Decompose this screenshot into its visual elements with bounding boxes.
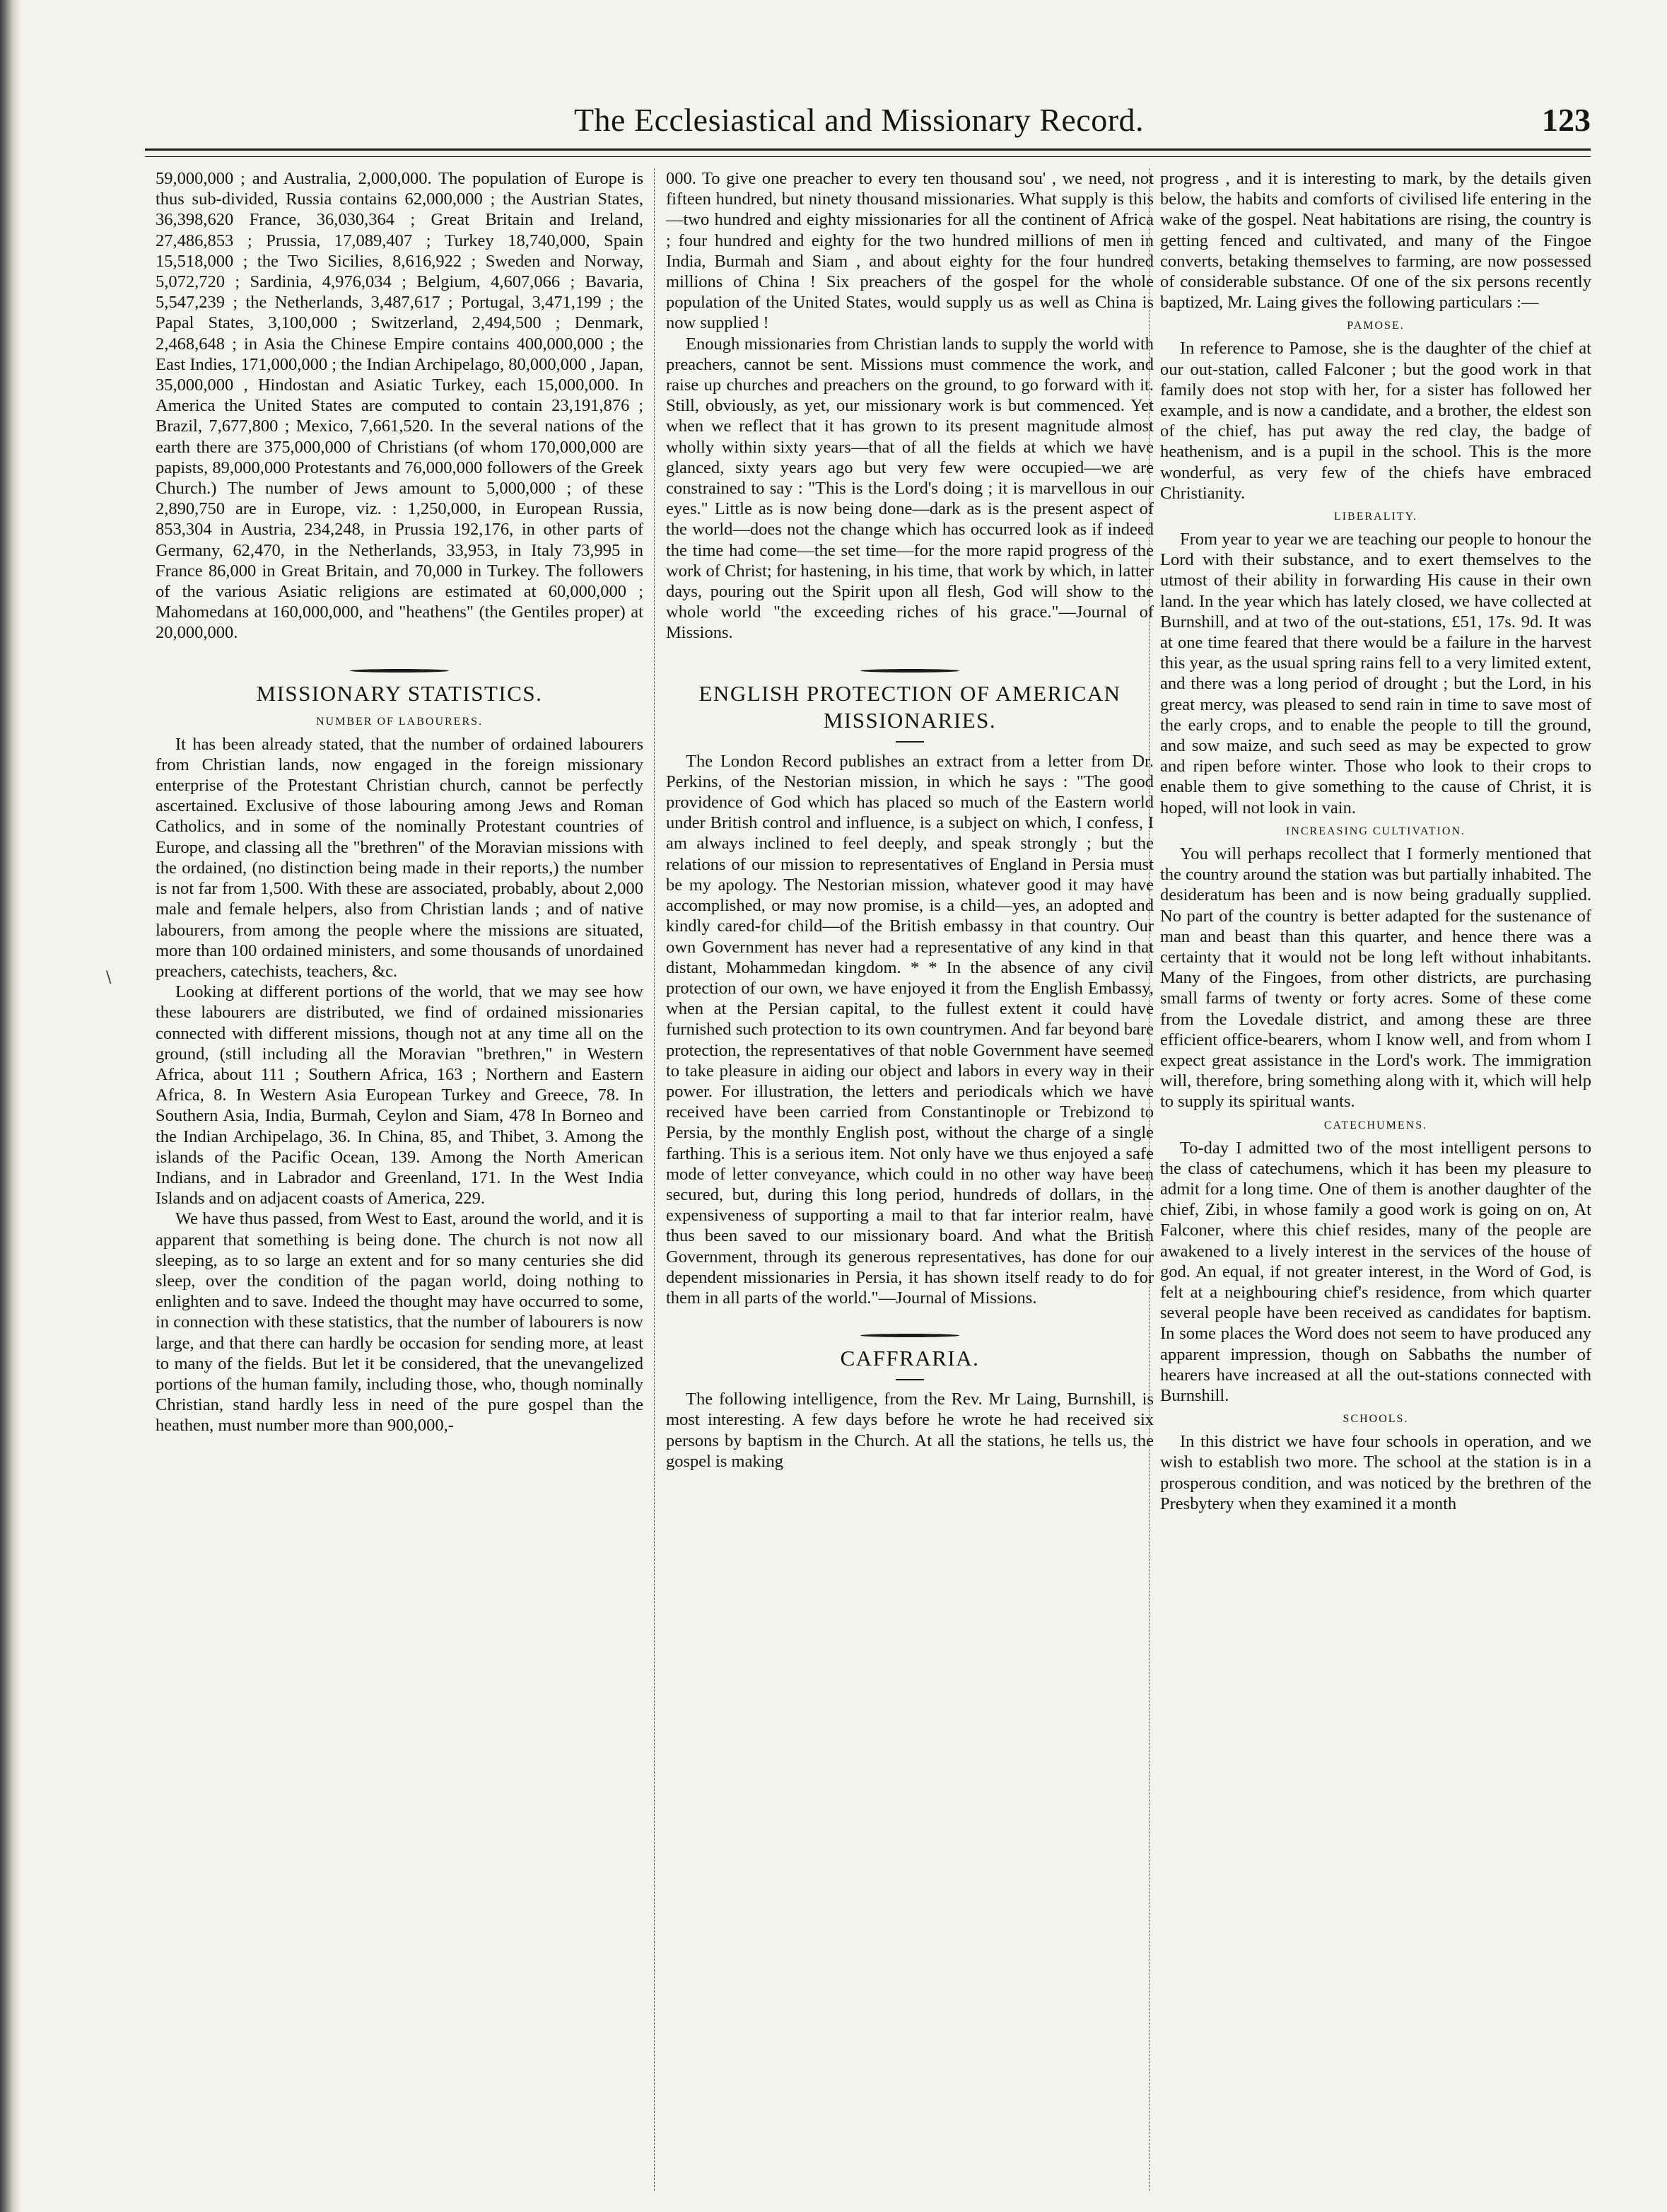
page-number: 123	[1542, 102, 1591, 138]
column-divider-1	[654, 168, 655, 2191]
column-2	[666, 168, 1154, 2191]
running-title: The Ecclesiastical and Missionary Record.	[573, 102, 1145, 138]
paragraph: From year to year we are teaching our people to honour the Lord with their substance, and to exert themselves to the utmost of their ability in forwarding His cause in their own land. In the year which has lately closed, we have collected at Burnshill, and at two of the out-stations, £51, 17s. 9d. It was at one time feared that there would be a failure in the harvest this year, as the usual spring rains fell to a very limited extent, and there was a long period of drought ; but the Lord, in his great mercy, was pleased to send rain in time to save most of the early crops, and to enable the people to till the ground, and sow maize, and such seed as may be expected to grow and ripen before winter. Those who look to their crops to enable them to give something to the cause of Christ, it is hoped, will not look in vain.	[1160, 530, 1591, 817]
paragraph: We have thus passed, from West to East, around the world, and it is apparent that something is being done. The church is not now all sleeping, as to so large an extent and for so many centuries she did sleep, over the condition of the pagan world, doing nothing to enlighten and to save. Indeed the thought may have occurred to some, in connection with these statistics, that the number of labourers is now large, and that there can hardly be occasion for sending more, at least to many of the fields. But let it be considered, that the unevangelized portions of the human family, including those, who, though nominally Christian, stand hardly less in need of the pure gospel than the heathen, must number more than 900,000,-	[156, 1209, 643, 1436]
paragraph: In this district we have four schools in operation, and we wish to establish two more. The school at the station is in a prosperous condition, and was noticed by the brethren of the Presbytery when they examined it a month	[1160, 1432, 1591, 1513]
paragraph: 000. To give one preacher to every ten thousand sou' , we need, not fifteen hundred, but ninety thousand missionaries. What supply is this—two hundred and eighty missionaries for all the continent of Africa ; four hundred and eighty for the two hundred millions of men in India, Burmah and Siam , and about eighty for the four hundred millions of China ! Six preachers of the gospel for the whole population of the United States, would supply us as well as China is now supplied !	[666, 169, 1154, 333]
short-rule	[896, 741, 924, 743]
section-ornament	[666, 1324, 1154, 1332]
paragraph: The London Record publishes an extract from a letter from Dr. Perkins, of the Nestorian mission, in which he says : "The good providence of God which has placed so much of the Eastern world under British control and influence, is a subject on which, I confess, I am always inclined to feel deeply, and speak strongly ; but the relations of our mission to representatives of England in Persia must be my apology. The Nestorian mission, whatever good it may have accomplished, or may now promise, is a child—yes, an adopted and kindly cared-for child—of the British embassy in that country. Our own Government has never had a representative of any kind in that distant, Mohammedan kingdom. * * In the absence of any civil protection of our own, we have enjoyed it from the English Embassy, when at the Persian capital, to the fullest extent it could have furnished such protection to its own countrymen. And far beyond bare protection, the representatives of that noble Government have seemed to take pleasure in aiding our object and labors in every way in their power. For illustration, the letters and periodicals which we have received have been carried from Constantinople or Trebizond to Persia, by the monthly English post, without the charge of a single farthing. This is a serious item. Not only have we thus enjoyed a safe mode of letter conveyance, which could in no other way have been secured, but, during this long period, hundreds of dollars, in the expensiveness of supporting a mail to that far interior realm, have thus been saved to our missionary board. And what the British Government, through its generous representatives, has done for our dependent missionaries in Persia, it has shown itself ready to do for them in all parts of the world."—Journal of Missions.	[666, 751, 1154, 1308]
paragraph: Looking at different portions of the world, that we may see how these labourers are distributed, we find of ordained missionaries connected with different missions, though not at any time all on the ground, (still including all the Moravian "brethren," in Western Africa, about 111 ; Southern Africa, 163 ; Northern and Eastern Africa, 8. In Western Asia European Turkey and Greece, 78. In Southern Asia, India, Burmah, Ceylon and Siam, 478 In Borneo and the Indian Archipelago, 36. In China, 85, and Thibet, 3. Among the islands of the Pacific Ocean, 139. Among the North American Indians, and in Labrador and Greenland, 171. In the West India Islands and on adjacent coasts of America, 229.	[156, 982, 643, 1209]
section-ornament	[156, 659, 643, 668]
subheading: NUMBER OF LABOURERS.	[315, 715, 484, 728]
paragraph: progress , and it is interesting to mark, by the details given below, the habits and comforts of civilised life entering in the wake of the gospel. Neat habitations are rising, the country is getting fenced and cultivated, and many of the Fingoe converts, betaking themselves to farming, are now possessed of considerable substance. Of one of the six persons recently baptized, Mr. Laing gives the following particulars :—	[1160, 169, 1591, 313]
subheading: SCHOOLS.	[1343, 1413, 1409, 1426]
binding-edge	[0, 0, 21, 2212]
subheading: INCREASING CULTIVATION.	[1285, 825, 1466, 837]
short-rule	[896, 1379, 924, 1380]
column-3	[1160, 168, 1591, 2191]
column-1	[156, 168, 643, 2191]
header-rule	[145, 149, 1591, 157]
section-title: MISSIONARY STATISTICS.	[256, 680, 543, 706]
paragraph: In reference to Pamose, she is the daughter of the chief at our out-station, called Falconer ; but the good work in that family does not stop with her, for a sister has followed her example, and is now a candidate, and a brother, the eldest son of the chief, has put away the red clay, the badge of heathenism, and is a pupil in the school. This is the more wonderful, as very few of the chiefs have embraced Christianity.	[1160, 339, 1591, 503]
subheading: LIBERALITY.	[1333, 511, 1418, 523]
section-ornament	[666, 659, 1154, 668]
paragraph: The following intelligence, from the Rev. Mr Laing, Burnshill, is most interesting. A few days before he wrote he had received six persons by baptism in the Church. At all the stations, he tells us, the gospel is making	[666, 1390, 1154, 1471]
paragraph: To-day I admitted two of the most intelligent persons to the class of catechumens, which it has been my pleasure to admit for a long time. One of them is another daughter of the chief, Zibi, in whose family a good work is going on on, At Falconer, where this chief resides, many of the people are awakened to a lively interest in the services of the house of god. An equal, if not greater interest, in the Word of God, is felt at a neighbouring chief's residence, from which quarter several people have been received as candidates for baptism. In some places the Word does not seem to have produced any apparent impression, though on Sabbaths the number of hearers have increased at all the out-stations connected with Burnshill.	[1160, 1138, 1591, 1405]
paragraph: It has been already stated, that the number of ordained labourers from Christian lands, now engaged in the foreign missionary enterprise of the Protestant Christian church, cannot be perfectly ascertained. Exclusive of those labouring among Jews and Roman Catholics, and in some of the nominally Protestant countries of Europe, and classing all the "brethren" of the Moravian missions with the ordained, (no distinction being made in their reports,) the number is not far from 1,500. With these are associated, probably, about 2,000 male and female helpers, also from Christian lands ; and of native labourers, from among the people where the missions are situated, more than 100 ordained ministers, and some thousands of unordained preachers, catechists, teachers, &c.	[156, 734, 643, 981]
paragraph: 59,000,000 ; and Australia, 2,000,000. The population of Europe is thus sub-divided, Russia contains 62,000,000 ; the Austrian States, 36,398,620 France, 36,030,364 ; Great Britain and Ireland, 27,486,853 ; Prussia, 17,089,407 ; Turkey 18,740,000, Spain 15,518,000 ; the Two Sicilies, 8,616,922 ; Sweden and Norway, 5,072,720 ; Sardinia, 4,976,034 ; Belgium, 4,607,066 ; Bavaria, 5,547,239 ; the Netherlands, 3,487,617 ; Portugal, 3,471,199 ; the Papal States, 3,100,000 ; Switzerland, 2,494,500 ; Denmark, 2,468,648 ; in Asia the Chinese Empire contains 400,000,000 ; the East Indies, 171,000,000 ; the Indian Archipelago, 80,000,000 , Japan, 35,000,000 , Hindostan and Asiatic Turkey, each 15,000,000. In America the United States are computed to contain 23,191,876 ; Brazil, 7,677,800 ; Mexico, 7,661,520. In the several nations of the earth there are 375,000,000 of Christians (of whom 170,000,000 are papists, 89,000,000 Protestants and 76,000,000 followers of the Greek Church.) The number of Jews amount to 5,000,000 ; of these 2,890,750 are in Europe, viz. : 1,250,000, in European Russia, 853,304 in Austria, 234,248, in Prussia 192,176, in other parts of Germany, 62,470, in the Netherlands, 33,953, in Italy 73,995 in France 86,000 in Great Britain, and 70,000 in Turkey. The followers of the various Asiatic religions are estimated at 60,000,000 ; Mahomedans at 160,000,000, and "heathens" (the Gentiles proper) at 20,000,000.	[156, 169, 643, 643]
stray-mark: \	[106, 969, 112, 986]
subheading: PAMOSE.	[1347, 320, 1405, 332]
section-title: CAFFRARIA.	[840, 1346, 980, 1371]
subheading: CATECHUMENS.	[1323, 1119, 1428, 1131]
section-title: ENGLISH PROTECTION OF AMERICAN MISSIONARIES.	[698, 680, 1121, 733]
page-header	[127, 99, 1591, 149]
paragraph: Enough missionaries from Christian lands to supply the world with preachers, cannot be sent. Missions must commence the work, and raise up churches and preachers on the ground, to go forward with it. Still, obviously, as yet, our missionary work is but commenced. Yet when we reflect that it has grown to its present magnitude almost wholly within sixty years—that of all the fields at which we have glanced, sixty years ago but very few were occupied—we are constrained to say : "This is the Lord's doing ; it is marvellous in our eyes." Little as is now being done—dark as is the present aspect of the world—does not the change which has occurred look as if indeed the time had come—the set time—for the more rapid progress of the work of Christ; for hastening, in his time, that work by which, in latter days, pouring out the Spirit upon all flesh, God will show to the whole world "the exceeding riches of his grace."—Journal of Missions.	[666, 334, 1154, 643]
paragraph: You will perhaps recollect that I formerly mentioned that the country around the station was but partially inhabited. The desideratum has been and is now being gradually supplied. No part of the country is better adapted for the sustenance of man and beast than this quarter, and hence there was a certainty that it would not be long left without inhabitants. Many of the Fingoes, from other districts, are purchasing small farms of twenty or forty acres. Some of these come from the Lovedale district, and among these are three efficient office-bearers, whom I know well, and from whom I expect great assistance in the Lord's work. The immigration will, therefore, bring something along with it, which will help to supply its spiritual wants.	[1160, 844, 1591, 1112]
